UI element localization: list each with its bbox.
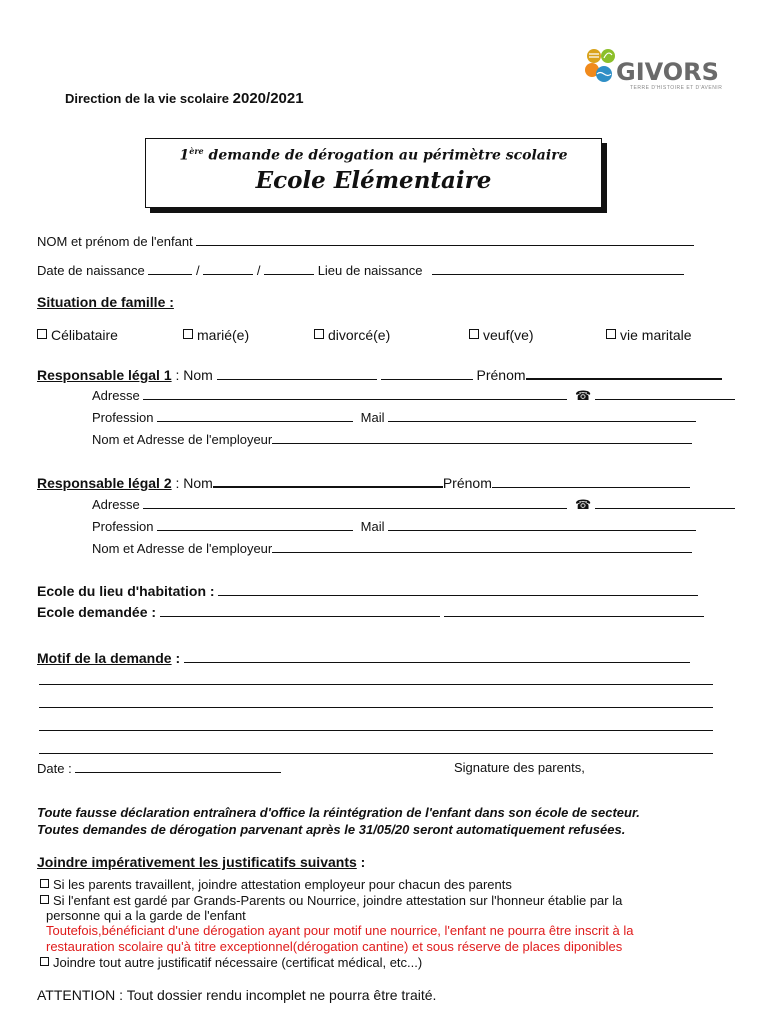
direction-label: Direction de la vie scolaire 2020/2021 bbox=[65, 90, 304, 107]
guardian1-employer-row bbox=[92, 431, 692, 447]
date-field[interactable] bbox=[75, 760, 281, 773]
guardian2-prenom-label: Prénom bbox=[442, 475, 492, 491]
checkbox-icon bbox=[37, 329, 47, 339]
guardian2-phone-field[interactable] bbox=[595, 496, 735, 509]
guardian2-employer-field[interactable] bbox=[272, 540, 692, 553]
date-label: Date : bbox=[37, 761, 72, 776]
checkbox-celibataire[interactable]: Célibataire bbox=[37, 327, 118, 343]
birth-month-field[interactable] bbox=[203, 262, 253, 275]
page-title: Ecole Elémentaire bbox=[255, 167, 492, 194]
checkbox-vie-maritale[interactable]: vie maritale bbox=[606, 327, 692, 343]
date-separator: / bbox=[195, 263, 200, 278]
guardian1-profession-label: Profession bbox=[92, 410, 154, 425]
logo-tagline: TERRE D'HISTOIRE ET D'AVENIR bbox=[630, 85, 723, 91]
guardian1-phone-field[interactable] bbox=[595, 387, 735, 400]
guardian2-row bbox=[37, 474, 690, 491]
guardian2-prenom-field[interactable] bbox=[492, 475, 690, 488]
documents-heading: Joindre impérativement les justificatifs suivants bbox=[37, 854, 357, 870]
guardian1-employer-label: Nom et Adresse de l'employeur bbox=[92, 432, 273, 447]
warning-line1: Toute fausse déclaration entraînera d'office la réintégration de l'enfant dans son école de secteur. bbox=[37, 805, 640, 820]
phone-icon: ☎ bbox=[574, 388, 592, 403]
warning-line2: Toutes demandes de dérogation parvenant après le 31/05/20 seront automatiquement refusées. bbox=[37, 822, 626, 837]
guardian1-nom-field-2[interactable] bbox=[381, 367, 473, 380]
logo-wordmark: GIVORS bbox=[616, 58, 719, 86]
reason-line[interactable] bbox=[39, 718, 713, 731]
guardian1-prenom-field[interactable] bbox=[526, 366, 722, 380]
guardian1-address-row bbox=[92, 387, 735, 404]
guardian2-nom-field[interactable] bbox=[213, 474, 443, 488]
date-separator: / bbox=[256, 263, 261, 278]
checkbox-icon bbox=[606, 329, 616, 339]
reason-field[interactable] bbox=[184, 650, 690, 663]
cantine-note-line2: restauration scolaire qu'à titre exceptionnel(dérogation cantine) et sous réserve de places diponibles bbox=[46, 939, 623, 954]
guardian1-mail-field[interactable] bbox=[388, 409, 696, 422]
checkbox-divorce[interactable]: divorcé(e) bbox=[314, 327, 390, 343]
guardian2-address-label: Adresse bbox=[92, 497, 140, 512]
school-requested-label: Ecole demandée : bbox=[37, 604, 157, 620]
guardian2-nom-label: : Nom bbox=[171, 475, 213, 491]
reason-line[interactable] bbox=[39, 741, 713, 754]
reason-heading: Motif de la demande bbox=[37, 650, 172, 666]
documents-heading-row: Joindre impérativement les justificatifs suivants : bbox=[37, 854, 366, 870]
guardian1-row bbox=[37, 366, 722, 383]
checkbox-icon bbox=[469, 329, 479, 339]
family-heading: Situation de famille : bbox=[37, 294, 174, 310]
document-item-other[interactable]: Joindre tout autre justificatif nécessaire (certificat médical, etc...) bbox=[40, 955, 422, 970]
guardian1-heading: Responsable légal 1 bbox=[37, 367, 172, 383]
guardian2-profession-row bbox=[92, 518, 696, 534]
school-habitation-row bbox=[37, 583, 698, 599]
signature-label: Signature des parents, bbox=[454, 760, 585, 775]
child-name-label: NOM et prénom de l'enfant bbox=[37, 234, 193, 249]
guardian2-profession-label: Profession bbox=[92, 519, 154, 534]
birth-place-field[interactable] bbox=[432, 262, 684, 275]
guardian2-profession-field[interactable] bbox=[157, 518, 353, 531]
birth-row bbox=[37, 262, 684, 278]
guardian1-prenom-label: Prénom bbox=[476, 367, 526, 383]
cantine-note-line1: Toutefois,bénéficiant d'une dérogation ayant pour motif une nourrice, l'enfant ne pourra être inscrit à la bbox=[46, 923, 634, 938]
reason-line[interactable] bbox=[39, 695, 713, 708]
document-item-employer[interactable]: Si les parents travaillent, joindre attestation employeur pour chacun des parents bbox=[40, 877, 512, 892]
guardian2-address-field[interactable] bbox=[143, 496, 567, 509]
guardian1-mail-label: Mail bbox=[360, 410, 385, 425]
child-name-row bbox=[37, 233, 694, 249]
attention-note: ATTENTION : Tout dossier rendu incomplet ne pourra être traité. bbox=[37, 987, 437, 1003]
title-line1: 1ère demande de dérogation au périmètre scolaire bbox=[179, 146, 568, 164]
guardian1-profession-field[interactable] bbox=[157, 409, 353, 422]
guardian1-profession-row bbox=[92, 409, 696, 425]
birth-year-field[interactable] bbox=[264, 262, 314, 275]
school-habitation-field[interactable] bbox=[218, 583, 698, 596]
birth-day-field[interactable] bbox=[148, 262, 192, 275]
reason-row: Motif de la demande : bbox=[37, 650, 690, 666]
phone-icon: ☎ bbox=[574, 497, 592, 512]
givors-logo-icon bbox=[580, 46, 620, 92]
checkbox-marie[interactable]: marié(e) bbox=[183, 327, 249, 343]
document-item-nanny-cont: personne qui a la garde de l'enfant bbox=[46, 908, 246, 923]
date-row bbox=[37, 760, 281, 776]
guardian2-employer-row bbox=[92, 540, 692, 556]
birth-place-label: Lieu de naissance bbox=[317, 263, 423, 278]
school-requested-field[interactable] bbox=[160, 604, 440, 617]
checkbox-icon bbox=[40, 879, 49, 888]
school-requested-field-2[interactable] bbox=[444, 604, 704, 617]
checkbox-icon bbox=[183, 329, 193, 339]
checkbox-icon bbox=[40, 957, 49, 966]
title-box bbox=[145, 138, 602, 208]
guardian2-employer-label: Nom et Adresse de l'employeur bbox=[92, 541, 273, 556]
document-item-nanny[interactable]: Si l'enfant est gardé par Grands-Parents ou Nourrice, joindre attestation sur l'honneur établie par la bbox=[40, 893, 622, 908]
guardian1-employer-field[interactable] bbox=[272, 431, 692, 444]
child-name-field[interactable] bbox=[196, 233, 694, 246]
guardian1-address-field[interactable] bbox=[143, 387, 567, 400]
givors-logo bbox=[580, 46, 723, 96]
school-year: 2020/2021 bbox=[232, 90, 304, 107]
checkbox-icon bbox=[40, 895, 49, 904]
guardian2-heading: Responsable légal 2 bbox=[37, 475, 172, 491]
checkbox-icon bbox=[314, 329, 324, 339]
reason-line[interactable] bbox=[39, 672, 713, 685]
school-requested-row bbox=[37, 604, 704, 620]
checkbox-veuf[interactable]: veuf(ve) bbox=[469, 327, 534, 343]
guardian1-nom-label: : Nom bbox=[171, 367, 213, 383]
guardian2-address-row bbox=[92, 496, 735, 513]
school-habitation-label: Ecole du lieu d'habitation : bbox=[37, 583, 215, 599]
guardian2-mail-label: Mail bbox=[360, 519, 385, 534]
guardian1-nom-field[interactable] bbox=[217, 367, 377, 380]
guardian2-mail-field[interactable] bbox=[388, 518, 696, 531]
guardian1-address-label: Adresse bbox=[92, 388, 140, 403]
birth-date-label: Date de naissance bbox=[37, 263, 145, 278]
